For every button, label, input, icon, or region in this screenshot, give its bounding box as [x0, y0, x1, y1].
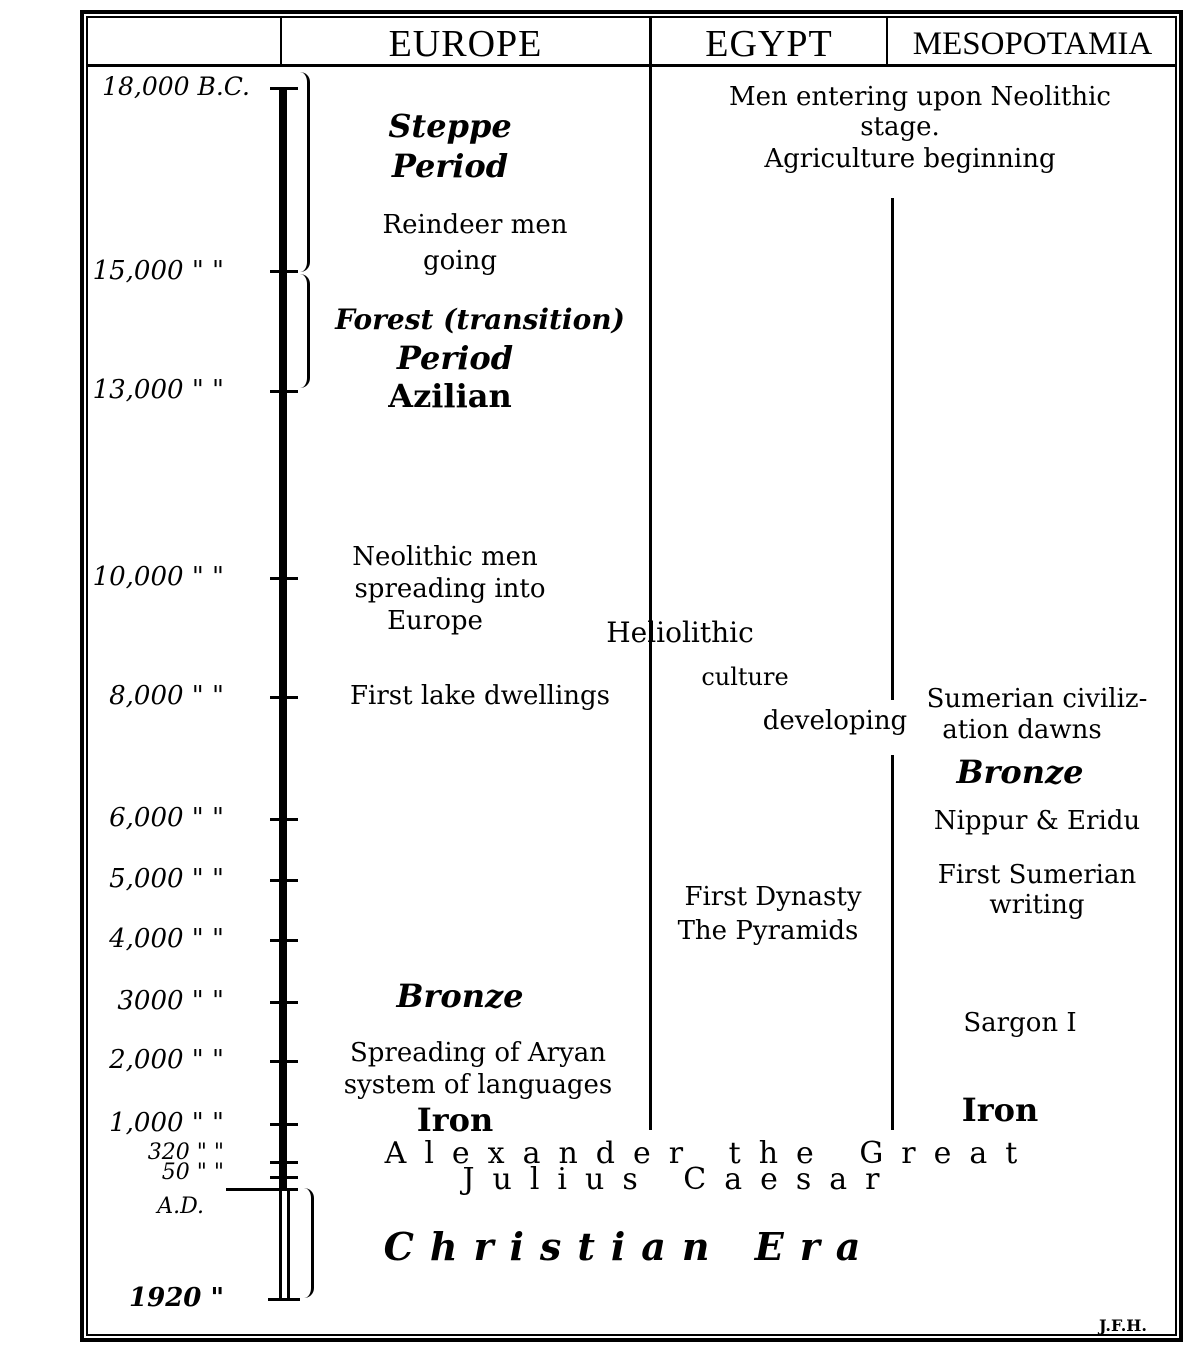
tick-mark [270, 1123, 298, 1126]
brace-forest-period [300, 274, 310, 388]
meso-nippur-eridu: Nippur & Eridu [933, 806, 1141, 836]
egypt-pyramids: The Pyramids [677, 916, 859, 946]
divider-europe-egypt [649, 16, 652, 1130]
europe-reindeer-line2: going [422, 246, 497, 276]
europe-aryan-line1: Spreading of Aryan [349, 1038, 607, 1068]
neolithic-stage-line2: stage. [860, 112, 940, 142]
meso-bronze: Bronze [956, 753, 1084, 791]
tick-label-1000: 1,000 " " [109, 1108, 224, 1138]
meso-sumerian-line1: Sumerian civiliz- [926, 684, 1148, 714]
timeline-axis-bc [279, 88, 287, 1188]
europe-azilian: Azilian [388, 377, 512, 415]
tick-mark [270, 1176, 298, 1179]
tick-mark [270, 1001, 298, 1004]
brace-christian-era [304, 1188, 314, 1298]
europe-steppe-line2: Period [391, 147, 509, 185]
meso-sargon: Sargon I [963, 1008, 1077, 1038]
author-initials: J.F.H. [1099, 1316, 1147, 1335]
tick-label-2000: 2,000 " " [109, 1045, 224, 1075]
tick-label-1920: 1920 " [129, 1283, 224, 1313]
egypt-first-dynasty: First Dynasty [684, 882, 862, 912]
neolithic-stage-line1: Men entering upon Neolithic [729, 82, 1111, 112]
tick-label-8000: 8,000 " " [109, 681, 224, 711]
span-alexander: Alexander the Great [384, 1136, 1036, 1171]
europe-bronze: Bronze [396, 977, 524, 1015]
europe-forest-line1: Forest (transition) [335, 303, 625, 336]
tick-label-18000: 18,000 B.C. [102, 72, 250, 101]
tick-label-50: 50 " " [161, 1160, 224, 1185]
europe-lake-dwellings: First lake dwellings [349, 681, 611, 711]
neolithic-stage-line3: Agriculture beginning [764, 144, 1056, 174]
tick-mark [270, 390, 298, 393]
header-egypt: EGYPT [705, 23, 833, 65]
header-mesopotamia: MESOPOTAMIA [912, 26, 1153, 62]
tick-label-3000: 3000 " " [117, 986, 224, 1016]
meso-sumerian-line2: ation dawns [942, 715, 1102, 745]
timeline-ad-start-rule [226, 1188, 298, 1191]
timeline-axis-ad-right [287, 1188, 290, 1300]
tick-label-320: 320 " " [147, 1140, 224, 1165]
europe-neolithic-line1: Neolithic men [352, 542, 538, 572]
europe-reindeer-line1: Reindeer men [382, 210, 568, 240]
europe-neolithic-line3: Europe [387, 606, 483, 636]
tick-label-5000: 5,000 " " [109, 864, 224, 894]
heliolithic-word3: developing [762, 706, 908, 736]
tick-mark [270, 87, 298, 90]
tick-label-10000: 10,000 " " [92, 562, 224, 592]
tick-mark [270, 939, 298, 942]
meso-writing-line2: writing [989, 890, 1085, 920]
europe-iron: Iron [416, 1101, 494, 1139]
tick-mark [270, 1060, 298, 1063]
meso-iron: Iron [961, 1091, 1039, 1129]
europe-steppe-line1: Steppe [388, 107, 512, 145]
europe-aryan-line2: system of languages [343, 1070, 613, 1100]
meso-writing-line1: First Sumerian [937, 860, 1137, 890]
span-christian-era: Christian Era [383, 1224, 877, 1269]
tick-mark [270, 879, 298, 882]
divider-egypt-meso-upper [891, 198, 894, 700]
timeline-axis-ad-left [279, 1188, 282, 1300]
europe-neolithic-line2: spreading into [354, 574, 546, 604]
tick-label-13000: 13,000 " " [92, 375, 224, 405]
tick-mark [270, 696, 298, 699]
tick-mark [270, 577, 298, 580]
timeline-end-rule [268, 1298, 300, 1301]
header-europe: EUROPE [388, 23, 543, 65]
heliolithic-word1: Heliolithic [606, 616, 754, 649]
tick-label-ad: A.D. [157, 1194, 204, 1219]
heliolithic-word2: culture [701, 663, 789, 691]
brace-steppe-period [300, 72, 310, 272]
tick-label-15000: 15,000 " " [92, 256, 224, 286]
divider-egypt-meso-lower [891, 755, 894, 1130]
europe-forest-line2: Period [396, 339, 514, 377]
tick-mark [270, 270, 298, 273]
tick-label-6000: 6,000 " " [109, 803, 224, 833]
span-caesar: Julius Caesar [462, 1162, 898, 1197]
tick-mark [270, 818, 298, 821]
tick-mark [270, 1161, 298, 1164]
tick-label-4000: 4,000 " " [109, 924, 224, 954]
